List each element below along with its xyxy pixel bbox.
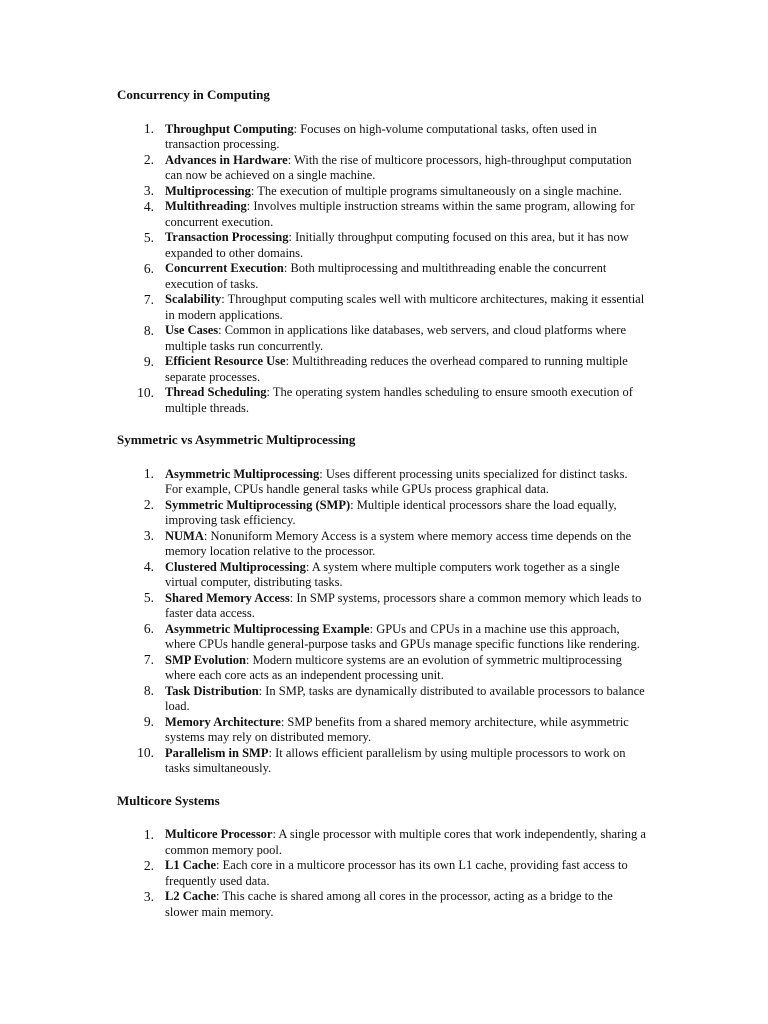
list-item [117,385,647,416]
item-term: L2 Cache [165,889,217,903]
list-item [117,498,647,529]
item-term: Multicore Processor [165,827,273,841]
item-term: Shared Memory Access [165,590,290,605]
list-item [117,858,647,889]
item-term: Use Cases [165,323,219,337]
item-term: Asymmetric Multiprocessing Example [165,621,370,636]
list-item [117,153,647,184]
item-description: : Throughput computing scales well with multicore architectures, making it essential in modern applications. [165,292,645,322]
item-description: : Nonuniform Memory Access is a system where memory access time depends on the memory location relative to the processor. [165,528,632,558]
item-term: Concurrent Execution [165,261,284,275]
item-description: : A single processor with multiple cores that work independently, sharing a common memory pool. [165,827,646,857]
item-description: : The operating system handles scheduling to ensure smooth execution of multiple threads. [165,385,633,415]
item-term: Efficient Resource Use [165,354,286,368]
list-item [117,591,647,622]
item-description: : In SMP, tasks are dynamically distributed to available processors to balance load. [165,683,645,713]
item-description: : Modern multicore systems are an evolution of symmetric multiprocessing where each core acts as an independent processing unit. [165,652,622,682]
item-description: : With the rise of multicore processors, high-throughput computation can now be achieved on a single machine. [165,152,632,182]
list-item [117,467,647,498]
section-heading: Multicore Systems [117,792,220,808]
item-description: : Multiple identical processors share the load equally, improving task efficiency. [165,497,617,527]
numbered-list [117,827,647,920]
section-heading: Symmetric vs Asymmetric Multiprocessing [117,432,356,447]
item-term: Symmetric Multiprocessing (SMP) [165,497,351,512]
item-term: Multiprocessing [165,183,251,198]
numbered-list [117,122,647,417]
item-description: : A system where multiple computers work together as a single virtual computer, distributing tasks. [165,559,620,589]
list-item [117,529,647,560]
item-description: : Focuses on high-volume computational tasks, often used in transaction processing. [165,121,597,151]
item-description: : Common in applications like databases, web servers, and cloud platforms where multiple tasks run concurrently. [165,323,627,353]
item-description: : The execution of multiple programs simultaneously on a single machine. [250,183,622,198]
item-term: L1 Cache [165,858,217,872]
item-description: : SMP benefits from a shared memory architecture, while asymmetric systems may rely on distributed memory. [165,714,629,744]
list-item [117,199,647,230]
list-item [117,622,647,653]
item-term: Scalability [165,292,222,306]
item-term: NUMA [165,528,204,543]
item-term: Thread Scheduling [165,385,267,399]
list-item [117,354,647,385]
item-description: : This cache is shared among all cores in the processor, acting as a bridge to the slower main memory. [165,889,613,919]
item-term: Advances in Hardware [165,152,288,167]
list-item [117,261,647,292]
item-description: : Multithreading reduces the overhead compared to running multiple separate processes. [165,354,628,384]
item-term: Parallelism in SMP [165,745,269,760]
list-item [117,746,647,777]
list-item [117,715,647,746]
list-item [117,560,647,591]
numbered-list [117,467,647,777]
list-item [117,122,647,153]
list-item [117,889,647,920]
item-term: Asymmetric Multiprocessing [165,466,320,481]
item-term: Throughput Computing [165,121,294,136]
item-description: : Initially throughput computing focused on this area, but it has now expanded to other domains. [165,230,629,260]
item-description: : GPUs and CPUs in a machine use this approach, where CPUs handle general-purpose tasks and GPUs manage specific functions like rendering. [165,621,640,651]
item-description: : In SMP systems, processors share a common memory which leads to faster data access. [165,590,642,620]
item-description: : Each core in a multicore processor has its own L1 cache, providing fast access to frequently used data. [165,858,628,888]
list-item [117,323,647,354]
item-description: : Both multiprocessing and multithreading enable the concurrent execution of tasks. [165,261,607,291]
list-item [117,684,647,715]
document-content [117,87,647,936]
section-heading: Concurrency in Computing [117,87,270,102]
item-term: Memory Architecture [165,714,281,729]
item-term: Multithreading [165,199,247,213]
item-term: Task Distribution [165,683,259,698]
list-item [117,230,647,261]
item-term: SMP Evolution [165,652,246,667]
item-description: : It allows efficient parallelism by using multiple processors to work on tasks simultaneously. [165,745,626,775]
item-description: : Involves multiple instruction streams within the same program, allowing for concurrent execution. [165,199,635,229]
list-item [117,292,647,323]
item-term: Transaction Processing [165,230,289,244]
item-term: Clustered Multiprocessing [165,559,306,574]
list-item [117,827,647,858]
list-item [117,653,647,684]
item-description: : Uses different processing units specialized for distinct tasks. For example, CPUs handle general tasks while GPUs process graphical data. [165,466,628,496]
list-item [117,184,647,200]
